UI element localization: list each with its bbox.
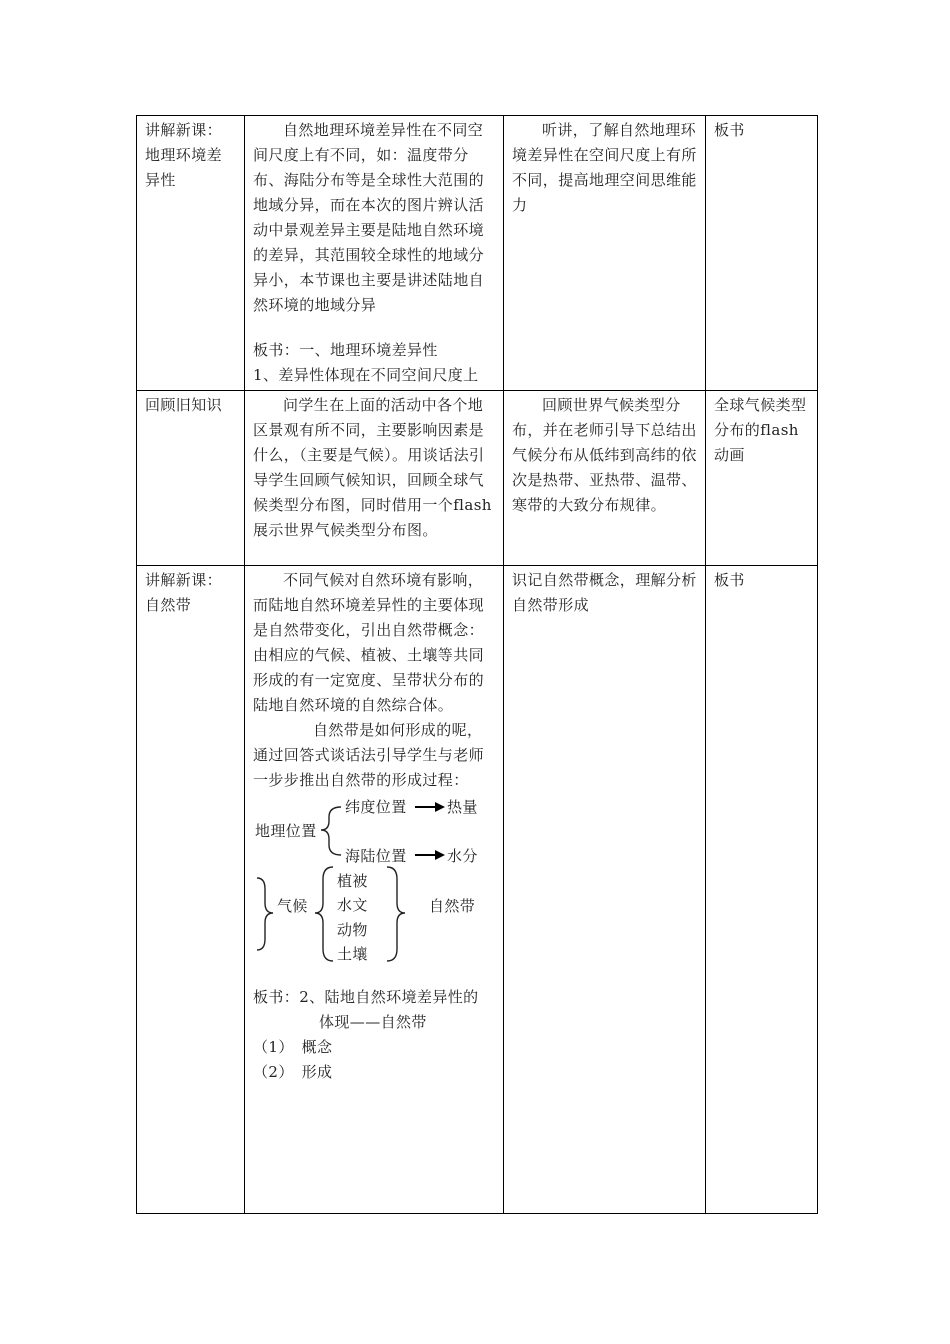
natural-zone-formation-diagram bbox=[253, 797, 495, 965]
diagram-label-moisture: 水分 bbox=[447, 847, 478, 865]
board-item: （2） 形成 bbox=[253, 1063, 333, 1081]
stage-cell bbox=[137, 116, 245, 391]
diagram-label-land-sea: 海陆位置 bbox=[345, 847, 407, 865]
board-line: 板书：一、地理环境差异性 bbox=[253, 341, 438, 359]
stage-cell bbox=[137, 566, 245, 1214]
note-text: 全球气候类型分布的flash动画 bbox=[714, 396, 807, 464]
student-activity-cell bbox=[504, 566, 706, 1214]
teacher-activity-cell bbox=[245, 566, 504, 1214]
teacher-intro: 自然地理环境差异性在不同空间尺度上有不同，如：温度带分布、海陆分布等是全球性大范围的地域分异，而在本次的图片辨认活动中景观差异主要是陆地自然环境的差异，其范围较全球性的地域分异小，本节课也主要是讲述陆地自然环境的地域分异 bbox=[253, 121, 485, 314]
stage-text: 回顾旧知识 bbox=[145, 396, 223, 414]
table-row bbox=[137, 116, 818, 391]
student-text: 听讲，了解自然地理环境差异性在空间尺度上有所不同，提高地理空间思维能力 bbox=[512, 121, 697, 214]
note-cell bbox=[706, 566, 818, 1214]
diagram-label-vegetation: 植被 bbox=[337, 872, 368, 890]
stage-cell bbox=[137, 391, 245, 566]
diagram-label-animals: 动物 bbox=[337, 921, 368, 939]
teacher-activity-cell bbox=[245, 116, 504, 391]
diagram-label-hydrology: 水文 bbox=[337, 896, 368, 914]
table-row bbox=[137, 566, 818, 1214]
board-line: 体现——自然带 bbox=[319, 1013, 427, 1031]
note-text: 板书 bbox=[714, 121, 745, 139]
diagram-label-geo-position: 地理位置 bbox=[255, 822, 317, 840]
diagram-label-natural-zone: 自然带 bbox=[429, 897, 476, 915]
note-cell bbox=[706, 116, 818, 391]
board-line: 板书：2、陆地自然环境差异性的 bbox=[253, 988, 479, 1006]
table-row bbox=[137, 391, 818, 566]
student-text: 回顾世界气候类型分布，并在老师引导下总结出气候分布从低纬到高纬的依次是热带、亚热带、温带、寒带的大致分布规律。 bbox=[512, 396, 697, 514]
teacher-intro: 问学生在上面的活动中各个地区景观有所不同，主要影响因素是什么，（主要是气候）。用谈话法引导学生回顾气候知识，回顾全球气候类型分布图，同时借用一个flash展示世界气候类型分布图。 bbox=[253, 396, 492, 539]
diagram-label-latitude: 纬度位置 bbox=[345, 798, 407, 816]
diagram-label-soil: 土壤 bbox=[337, 945, 368, 963]
board-item: （1） 概念 bbox=[253, 1038, 333, 1056]
note-text: 板书 bbox=[714, 571, 745, 589]
teacher-question: 自然带是如何形成的呢，通过回答式谈话法引导学生与老师一步步推出自然带的形成过程： bbox=[253, 721, 485, 789]
diagram-label-climate: 气候 bbox=[277, 897, 308, 915]
stage-text: 讲解新课：地理环境差异性 bbox=[145, 121, 223, 189]
note-cell bbox=[706, 391, 818, 566]
board-line: 1、差异性体现在不同空间尺度上 bbox=[253, 366, 479, 384]
student-activity-cell bbox=[504, 391, 706, 566]
teacher-intro: 不同气候对自然环境有影响，而陆地自然环境差异性的主要体现是自然带变化，引出自然带概念：由相应的气候、植被、土壤等共同形成的有一定宽度、呈带状分布的陆地自然环境的自然综合体。 bbox=[253, 571, 485, 714]
stage-text: 讲解新课：自然带 bbox=[145, 571, 223, 614]
lesson-plan-table bbox=[136, 115, 818, 1214]
student-activity-cell bbox=[504, 116, 706, 391]
diagram-label-heat: 热量 bbox=[447, 798, 478, 816]
student-text: 识记自然带概念，理解分析自然带形成 bbox=[512, 571, 697, 614]
teacher-activity-cell bbox=[245, 391, 504, 566]
